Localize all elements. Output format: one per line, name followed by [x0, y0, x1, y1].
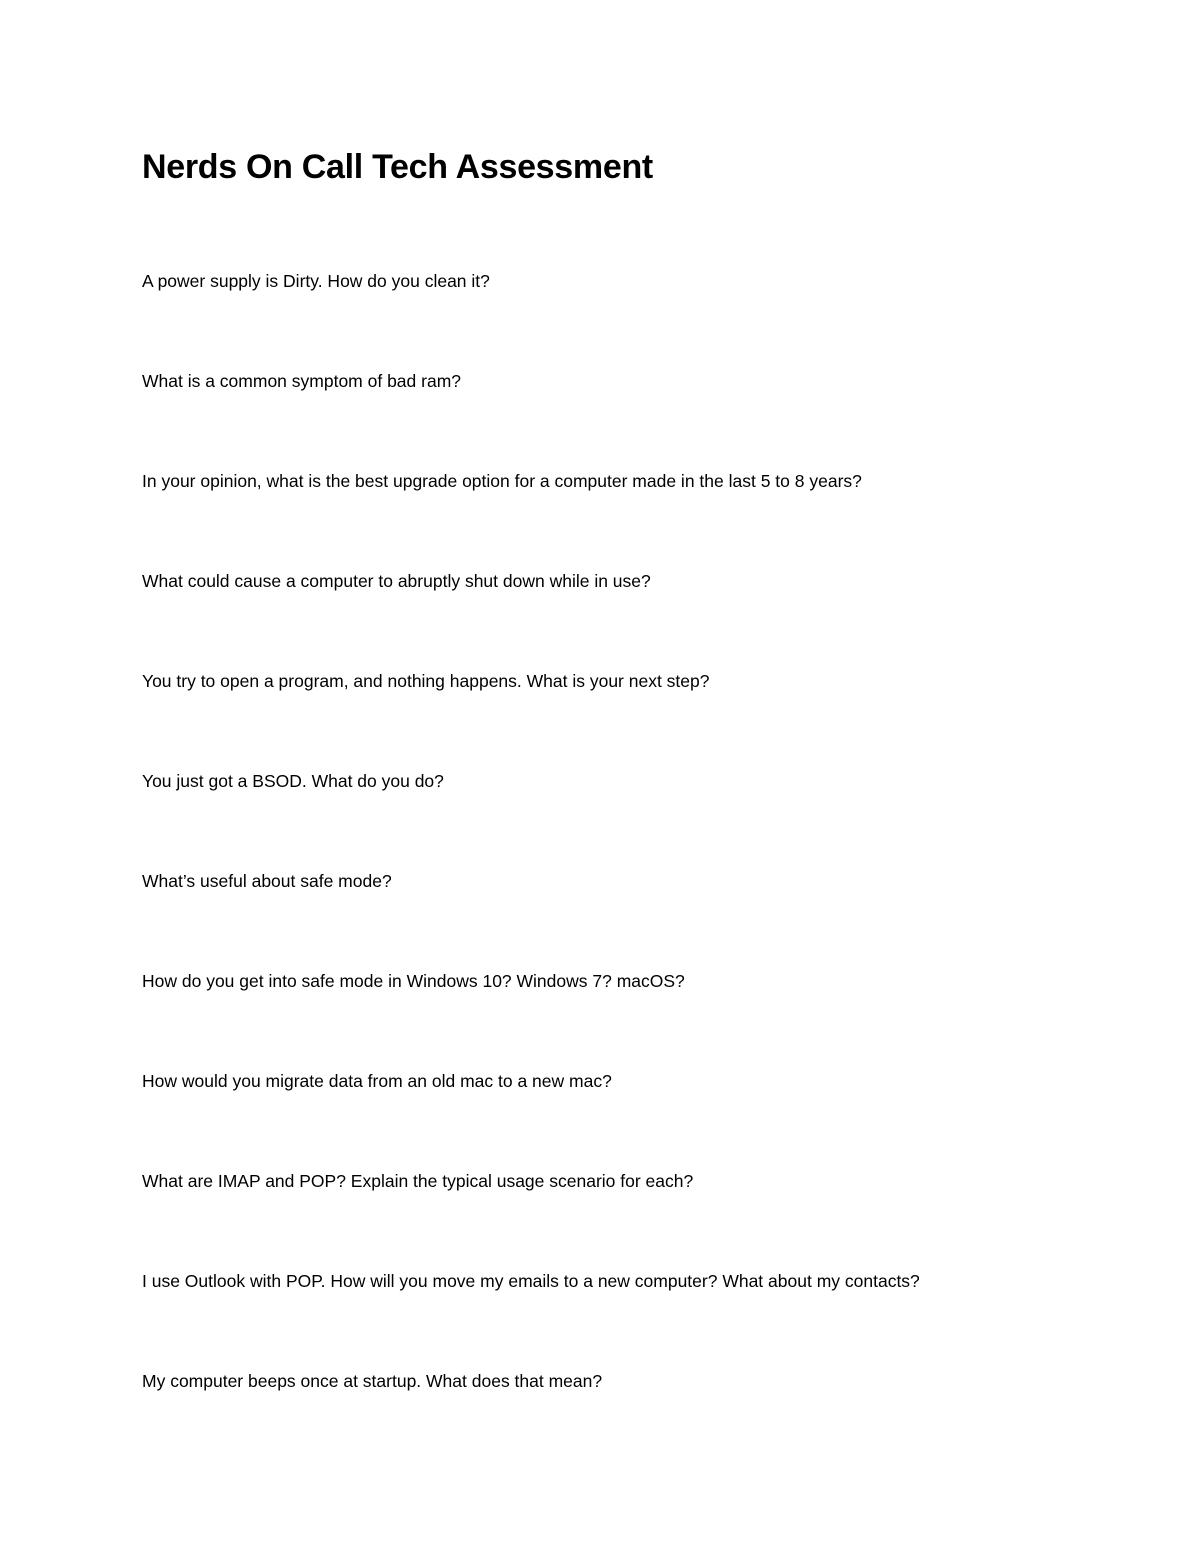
document-title: Nerds On Call Tech Assessment — [142, 148, 653, 186]
question-item: What are IMAP and POP? Explain the typical usage scenario for each? — [142, 1171, 694, 1191]
question-item: You try to open a program, and nothing happens. What is your next step? — [142, 671, 710, 691]
question-item: A power supply is Dirty. How do you clean it? — [142, 271, 490, 291]
question-item: How would you migrate data from an old mac to a new mac? — [142, 1071, 612, 1091]
question-item: You just got a BSOD. What do you do? — [142, 771, 444, 791]
question-item: How do you get into safe mode in Windows 10? Windows 7? macOS? — [142, 971, 685, 991]
question-item: I use Outlook with POP. How will you move my emails to a new computer? What about my contacts? — [142, 1271, 920, 1291]
question-item: What’s useful about safe mode? — [142, 871, 392, 891]
question-item: What is a common symptom of bad ram? — [142, 371, 461, 391]
question-item: My computer beeps once at startup. What does that mean? — [142, 1371, 603, 1391]
question-item: What could cause a computer to abruptly shut down while in use? — [142, 571, 651, 591]
question-item: In your opinion, what is the best upgrade option for a computer made in the last 5 to 8 years? — [142, 471, 862, 491]
question-list — [142, 266, 920, 1466]
